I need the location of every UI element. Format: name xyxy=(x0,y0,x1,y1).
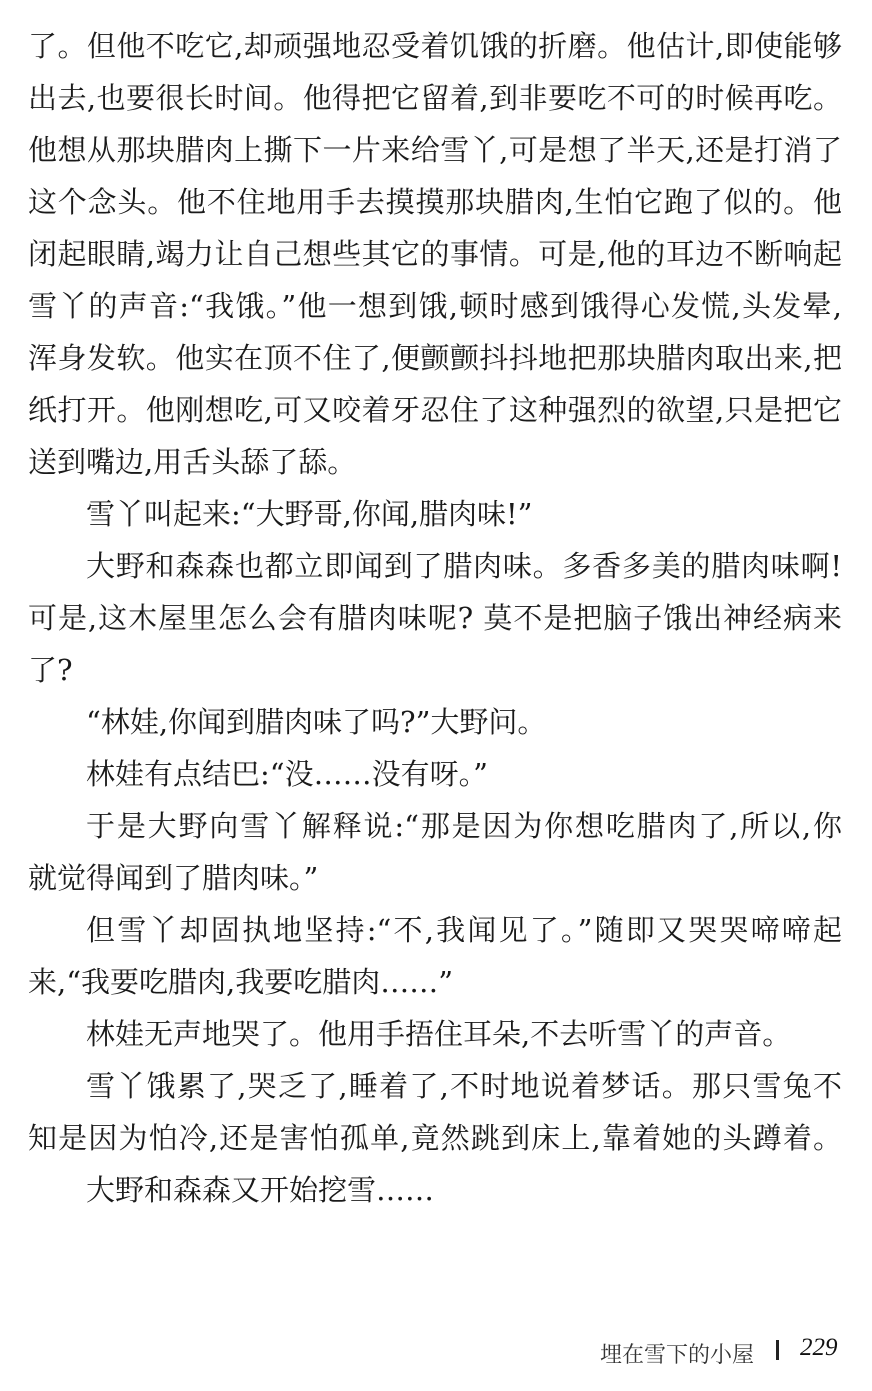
text-line: 出去,也要很长时间。他得把它留着,到非要吃不可的时候再吃。 xyxy=(28,81,842,115)
footer-divider xyxy=(776,1340,779,1360)
text-line: 林娃无声地哭了。他用手捂住耳朵,不去听雪丫的声音。 xyxy=(86,1017,792,1051)
text-line: 大野和森森也都立即闻到了腊肉味。多香多美的腊肉味啊! xyxy=(86,549,842,583)
text-line: 纸打开。他刚想吃,可又咬着牙忍住了这种强烈的欲望,只是把它 xyxy=(28,393,842,427)
page-number: 229 xyxy=(800,1334,838,1361)
text-line: 送到嘴边,用舌头舔了舔。 xyxy=(28,445,357,479)
text-line: “林娃,你闻到腊肉味了吗?”大野问。 xyxy=(86,705,547,739)
text-line: 就觉得闻到了腊肉味。” xyxy=(28,861,319,895)
page-footer xyxy=(0,1332,842,1372)
text-line: 雪丫饿累了,哭乏了,睡着了,不时地说着梦话。那只雪兔不 xyxy=(86,1069,842,1103)
text-line: 于是大野向雪丫解释说:“那是因为你想吃腊肉了,所以,你 xyxy=(86,809,842,843)
text-line: 来,“我要吃腊肉,我要吃腊肉……” xyxy=(28,965,454,999)
text-line: 了? xyxy=(28,653,73,687)
text-line: 大野和森森又开始挖雪…… xyxy=(86,1173,435,1207)
text-line: 雪丫叫起来:“大野哥,你闻,腊肉味!” xyxy=(86,497,533,531)
running-title: 埋在雪下的小屋 xyxy=(600,1343,755,1368)
text-line: 这个念头。他不住地用手去摸摸那块腊肉,生怕它跑了似的。他 xyxy=(28,185,842,219)
text-line: 但雪丫却固执地坚持:“不,我闻见了。”随即又哭哭啼啼起 xyxy=(86,913,842,947)
text-line: 闭起眼睛,竭力让自己想些其它的事情。可是,他的耳边不断响起 xyxy=(28,237,842,271)
page-body xyxy=(28,20,842,1216)
text-line: 雪丫的声音:“我饿。”他一想到饿,顿时感到饿得心发慌,头发晕, xyxy=(28,289,842,323)
text-line: 可是,这木屋里怎么会有腊肉味呢? 莫不是把脑子饿出神经病来 xyxy=(28,601,842,635)
text-line: 林娃有点结巴:“没……没有呀。” xyxy=(86,757,488,791)
text-line: 他想从那块腊肉上撕下一片来给雪丫,可是想了半天,还是打消了 xyxy=(28,133,842,167)
text-line: 知是因为怕冷,还是害怕孤单,竟然跳到床上,靠着她的头蹲着。 xyxy=(28,1121,842,1155)
text-line: 了。但他不吃它,却顽强地忍受着饥饿的折磨。他估计,即使能够 xyxy=(28,29,842,63)
text-line: 浑身发软。他实在顶不住了,便颤颤抖抖地把那块腊肉取出来,把 xyxy=(28,341,842,375)
